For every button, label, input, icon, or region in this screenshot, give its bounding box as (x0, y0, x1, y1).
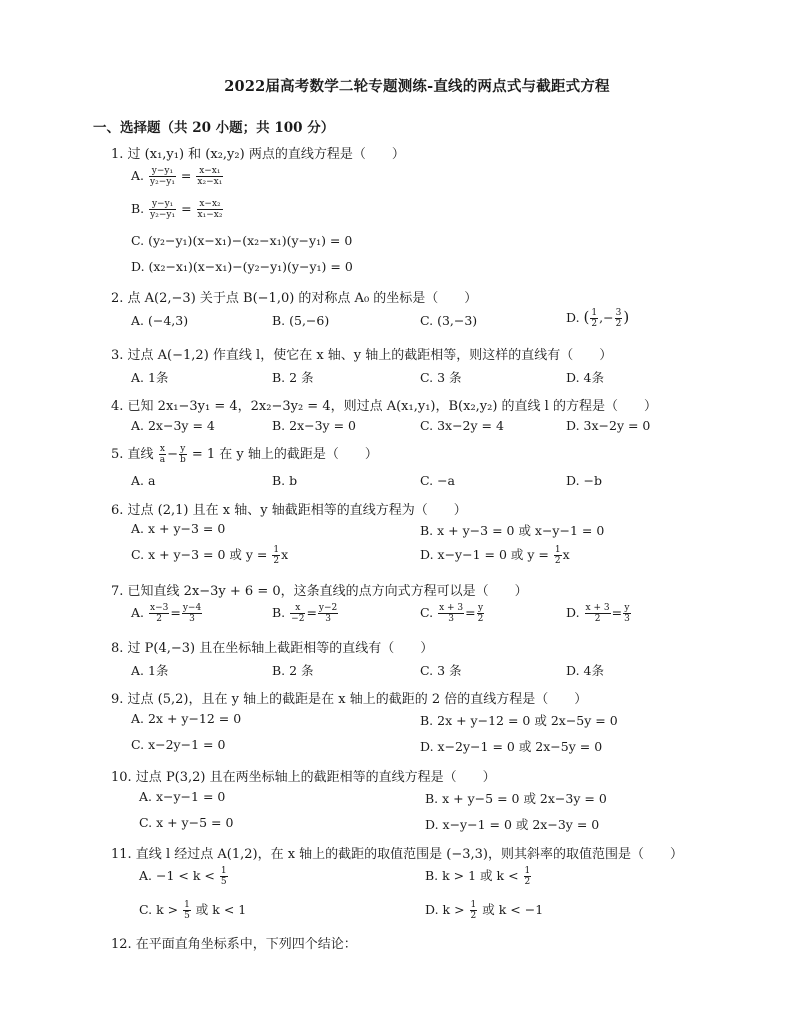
numerator: 1 (524, 866, 531, 876)
question-10-stem: 10. 过点 P(3,2) 且在两坐标轴上的截距相等的直线方程是（ ） (111, 770, 496, 785)
fraction (477, 603, 485, 624)
option-label: B. (131, 201, 145, 216)
option-text: B. k > 1 或 k < (425, 868, 519, 883)
question-5-option-d: D. −b (566, 473, 602, 488)
minus-sign: − (167, 447, 178, 462)
numerator: y−4 (182, 603, 202, 613)
numerator: 1 (273, 545, 280, 555)
numerator: x−x₂ (197, 199, 224, 210)
denominator: x₁−x₂ (197, 210, 223, 220)
denominator: x₂−x₁ (197, 177, 223, 187)
denominator: 3 (624, 614, 630, 624)
denominator: y₂−y₁ (150, 210, 176, 220)
question-2-option-b: B. (5,−6) (272, 313, 330, 328)
question-11-stem: 11. 直线 l 经过点 A(1,2)，在 x 轴上的截距的取值范围是 (−3,3)，则其斜率的取值范围是（ ） (111, 847, 684, 862)
question-9-stem: 9. 过点 (5,2)，且在 y 轴上的截距是在 x 轴上的截距的 2 倍的直线方程是（ ） (111, 692, 588, 707)
numerator: 1 (220, 866, 227, 876)
option-text: C. k > (139, 902, 179, 917)
fraction (197, 199, 224, 220)
denominator: 2 (594, 614, 601, 624)
question-7-option-b (272, 603, 339, 624)
denominator: 2 (615, 319, 622, 329)
denominator: 3 (325, 614, 331, 624)
numerator: y−y₁ (149, 166, 176, 177)
equals-sign: = (180, 168, 192, 183)
fraction (318, 603, 338, 624)
numerator: 1 (184, 900, 190, 910)
question-6-option-d (420, 545, 570, 566)
option-label: A. (131, 168, 145, 183)
question-2-option-c: C. (3,−3) (420, 313, 478, 328)
fraction (524, 866, 532, 887)
question-1-stem: 1. 过 (x₁,y₁) 和 (x₂,y₂) 两点的直线方程是（ ） (111, 147, 405, 162)
paren-open: ( (583, 308, 590, 326)
fraction (470, 900, 478, 921)
denominator: a (159, 455, 166, 465)
question-12-stem: 12. 在平面直角坐标系中，下列四个结论： (111, 937, 357, 952)
denominator: 2 (470, 911, 477, 921)
denominator: 2 (524, 877, 531, 887)
question-10-option-d: D. x−y−1 = 0 或 2x−3y = 0 (425, 817, 600, 832)
question-3-option-a: A. 1条 (131, 370, 169, 385)
question-4-option-a: A. 2x−3y = 4 (131, 418, 215, 433)
denominator: 5 (220, 877, 227, 887)
question-9-option-c: C. x−2y−1 = 0 (131, 737, 226, 752)
question-9-option-b: B. 2x + y−12 = 0 或 2x−5y = 0 (420, 713, 618, 728)
denominator: 5 (184, 911, 190, 921)
question-10-option-a: A. x−y−1 = 0 (139, 789, 226, 804)
equals-sign: = (611, 605, 623, 620)
equals-sign: = (170, 605, 181, 620)
fraction (220, 866, 228, 887)
question-8-option-b: B. 2 条 (272, 663, 314, 678)
option-label: C. (420, 605, 434, 620)
numerator: y (180, 444, 186, 454)
question-7-option-d (566, 603, 632, 624)
equals-sign: = (306, 605, 317, 620)
numerator: x−x₁ (196, 166, 223, 177)
fraction (615, 308, 623, 329)
question-2-option-a: A. (−4,3) (131, 313, 189, 328)
question-1-option-d: D. (x₂−x₁)(x−x₁)−(y₂−y₁)(y−y₁) = 0 (131, 259, 353, 274)
question-7-option-c (420, 603, 485, 624)
question-2-stem: 2. 点 A(2,−3) 关于点 B(−1,0) 的对称点 A₀ 的坐标是（ ） (111, 291, 478, 306)
question-4-option-d: D. 3x−2y = 0 (566, 418, 651, 433)
question-8-option-c: C. 3 条 (420, 663, 462, 678)
option-label: D. (566, 310, 580, 325)
option-text: A. −1 < k < (139, 868, 215, 883)
question-8-stem: 8. 过 P(4,−3) 且在坐标轴上截距相等的直线有（ ） (111, 641, 434, 656)
question-6-option-c (131, 545, 288, 566)
title-text: 2022届高考数学二轮专题测练-直线的两点式与截距式方程 (224, 78, 610, 95)
question-10-option-c: C. x + y−5 = 0 (139, 815, 234, 830)
denominator: y₂−y₁ (150, 177, 175, 187)
question-6-stem: 6. 过点 (2,1) 且在 x 轴、y 轴截距相等的直线方程为（ ） (111, 503, 467, 518)
fraction (182, 603, 202, 624)
fraction (149, 603, 169, 624)
numerator: y (477, 603, 484, 613)
question-8-option-d: D. 4条 (566, 663, 604, 678)
numerator: x (159, 444, 165, 454)
numerator: x + 3 (585, 603, 610, 613)
section-heading: 一、选择题（共 20 小题；共 100 分） (93, 120, 335, 136)
question-5-option-c: C. −a (420, 473, 455, 488)
fraction (585, 603, 611, 624)
question-6-option-a: A. x + y−3 = 0 (131, 521, 226, 536)
option-label: D. (566, 605, 580, 620)
numerator: 1 (591, 308, 598, 318)
denominator: 2 (554, 556, 561, 566)
numerator: 1 (470, 900, 477, 910)
question-10-option-b: B. x + y−5 = 0 或 2x−3y = 0 (425, 791, 607, 806)
option-text: D. k > (425, 902, 465, 917)
fraction (149, 199, 176, 220)
option-label: A. (131, 605, 145, 620)
stem-text: 5. 直线 (111, 447, 154, 462)
numerator: x + 3 (439, 603, 464, 613)
question-3-stem: 3. 过点 A(−1,2) 作直线 l，使它在 x 轴、y 轴上的截距相等，则这样的直线有（ ） (111, 348, 613, 363)
paren-close: ) (623, 308, 630, 326)
fraction (272, 545, 280, 566)
denominator: b (179, 455, 186, 465)
denominator: −2 (291, 614, 305, 624)
question-7-stem: 7. 已知直线 2x−3y + 6 = 0，这条直线的点方向式方程可以是（ ） (111, 584, 528, 599)
denominator: 2 (591, 319, 598, 329)
question-9-option-d: D. x−2y−1 = 0 或 2x−5y = 0 (420, 739, 603, 754)
question-3-option-d: D. 4条 (566, 370, 604, 385)
option-text: C. x + y−3 = 0 或 y = (131, 547, 268, 562)
option-text: 或 k < 1 (195, 902, 247, 917)
question-5-stem (111, 443, 378, 465)
fraction (623, 603, 631, 624)
question-3-option-c: C. 3 条 (420, 370, 462, 385)
equals-sign: = (181, 201, 192, 216)
option-text: 或 k < −1 (482, 902, 544, 917)
question-2-option-d: D. ( $\frac{1}{2}$ ,− $\frac{3}{2}$ ) (566, 308, 630, 329)
question-6-option-b: B. x + y−3 = 0 或 x−y−1 = 0 (420, 523, 605, 538)
fraction (438, 603, 464, 624)
question-11-option-c (139, 900, 246, 921)
option-text: D. x−y−1 = 0 或 y = (420, 547, 549, 562)
numerator: x−3 (150, 603, 169, 613)
question-7-option-a (131, 603, 203, 624)
question-4-stem: 4. 已知 2x₁−3y₁ = 4，2x₂−3y₂ = 4，则过点 A(x₁,y₁)，B(x₂,y₂) 的直线 l 的方程是（ ） (111, 399, 657, 414)
denominator: 2 (273, 556, 280, 566)
numerator: y−y₁ (149, 199, 176, 210)
question-11-option-d (425, 900, 543, 921)
question-11-option-a (139, 866, 229, 887)
question-9-option-a: A. 2x + y−12 = 0 (131, 711, 242, 726)
stem-text: = 1 在 y 轴上的截距是（ ） (191, 447, 378, 462)
option-text: x (562, 547, 570, 562)
denominator: 2 (156, 614, 163, 624)
option-label: B. (272, 605, 286, 620)
fraction (196, 166, 223, 187)
question-4-option-b: B. 2x−3y = 0 (272, 418, 356, 433)
numerator: x (290, 603, 305, 614)
question-8-option-a: A. 1条 (131, 663, 169, 678)
numerator: y (624, 603, 630, 613)
question-11-option-b (425, 866, 532, 887)
numerator: 1 (554, 545, 561, 555)
fraction (290, 603, 305, 624)
fraction (179, 444, 187, 465)
fraction (183, 900, 191, 921)
question-1-option-c: C. (y₂−y₁)(x−x₁)−(x₂−x₁)(y−y₁) = 0 (131, 233, 353, 248)
denominator: 2 (477, 614, 484, 624)
fraction (554, 545, 562, 566)
equals-sign: = (465, 605, 476, 620)
fraction (159, 444, 166, 465)
page-title (0, 75, 794, 96)
fraction (149, 166, 176, 187)
numerator: y−2 (318, 603, 338, 613)
denominator: 3 (448, 614, 454, 624)
numerator: 3 (615, 308, 622, 318)
question-5-option-a: A. a (131, 473, 156, 488)
question-1-option-a (131, 166, 224, 187)
question-5-option-b: B. b (272, 473, 298, 488)
question-1-option-b (131, 199, 224, 220)
question-4-option-c: C. 3x−2y = 4 (420, 418, 504, 433)
fraction (590, 308, 598, 329)
question-3-option-b: B. 2 条 (272, 370, 314, 385)
denominator: 3 (189, 614, 195, 624)
option-text: x (281, 547, 289, 562)
